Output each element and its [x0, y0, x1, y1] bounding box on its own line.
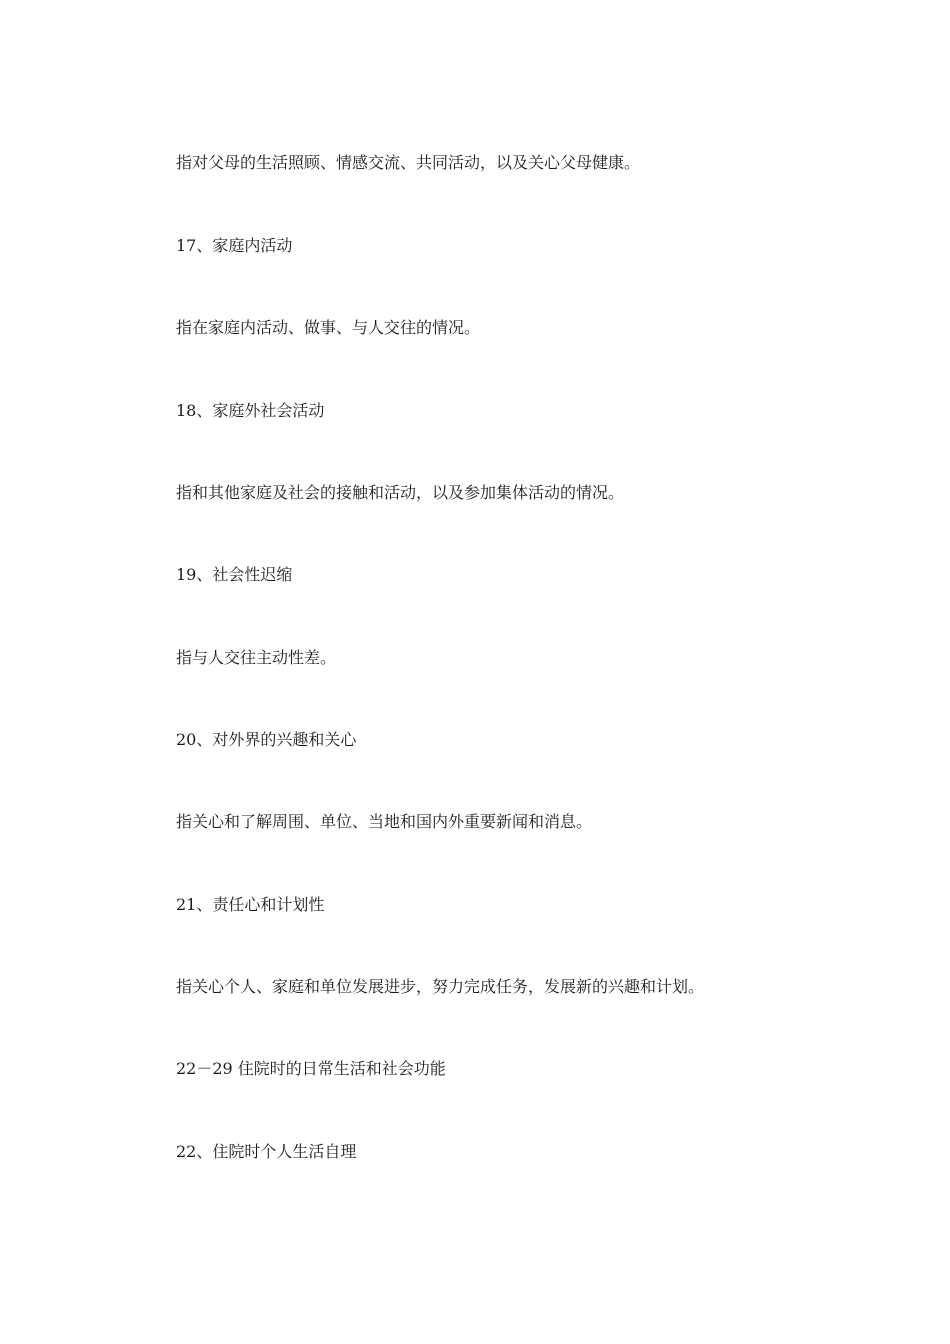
heading-18: 18、家庭外社会活动 — [176, 401, 325, 420]
heading-22-29: 22－29 住院时的日常生活和社会功能 — [176, 1059, 446, 1078]
heading-20: 20、对外界的兴趣和关心 — [176, 730, 357, 749]
heading-19: 19、社会性迟缩 — [176, 565, 293, 584]
paragraph-17-desc: 指在家庭内活动、做事、与人交往的情况。 — [176, 318, 481, 337]
paragraph-19-desc: 指与人交往主动性差。 — [176, 648, 337, 667]
paragraph-21-desc: 指关心个人、家庭和单位发展进步，努力完成任务，发展新的兴趣和计划。 — [176, 977, 705, 996]
paragraph-parent-care-desc: 指对父母的生活照顾、情感交流、共同活动，以及关心父母健康。 — [176, 153, 641, 172]
paragraph-18-desc: 指和其他家庭及社会的接触和活动，以及参加集体活动的情况。 — [176, 483, 625, 502]
paragraph-20-desc: 指关心和了解周围、单位、当地和国内外重要新闻和消息。 — [176, 812, 593, 831]
heading-22: 22、住院时个人生活自理 — [176, 1142, 357, 1161]
heading-21: 21、责任心和计划性 — [176, 895, 325, 914]
heading-17: 17、家庭内活动 — [176, 236, 293, 255]
